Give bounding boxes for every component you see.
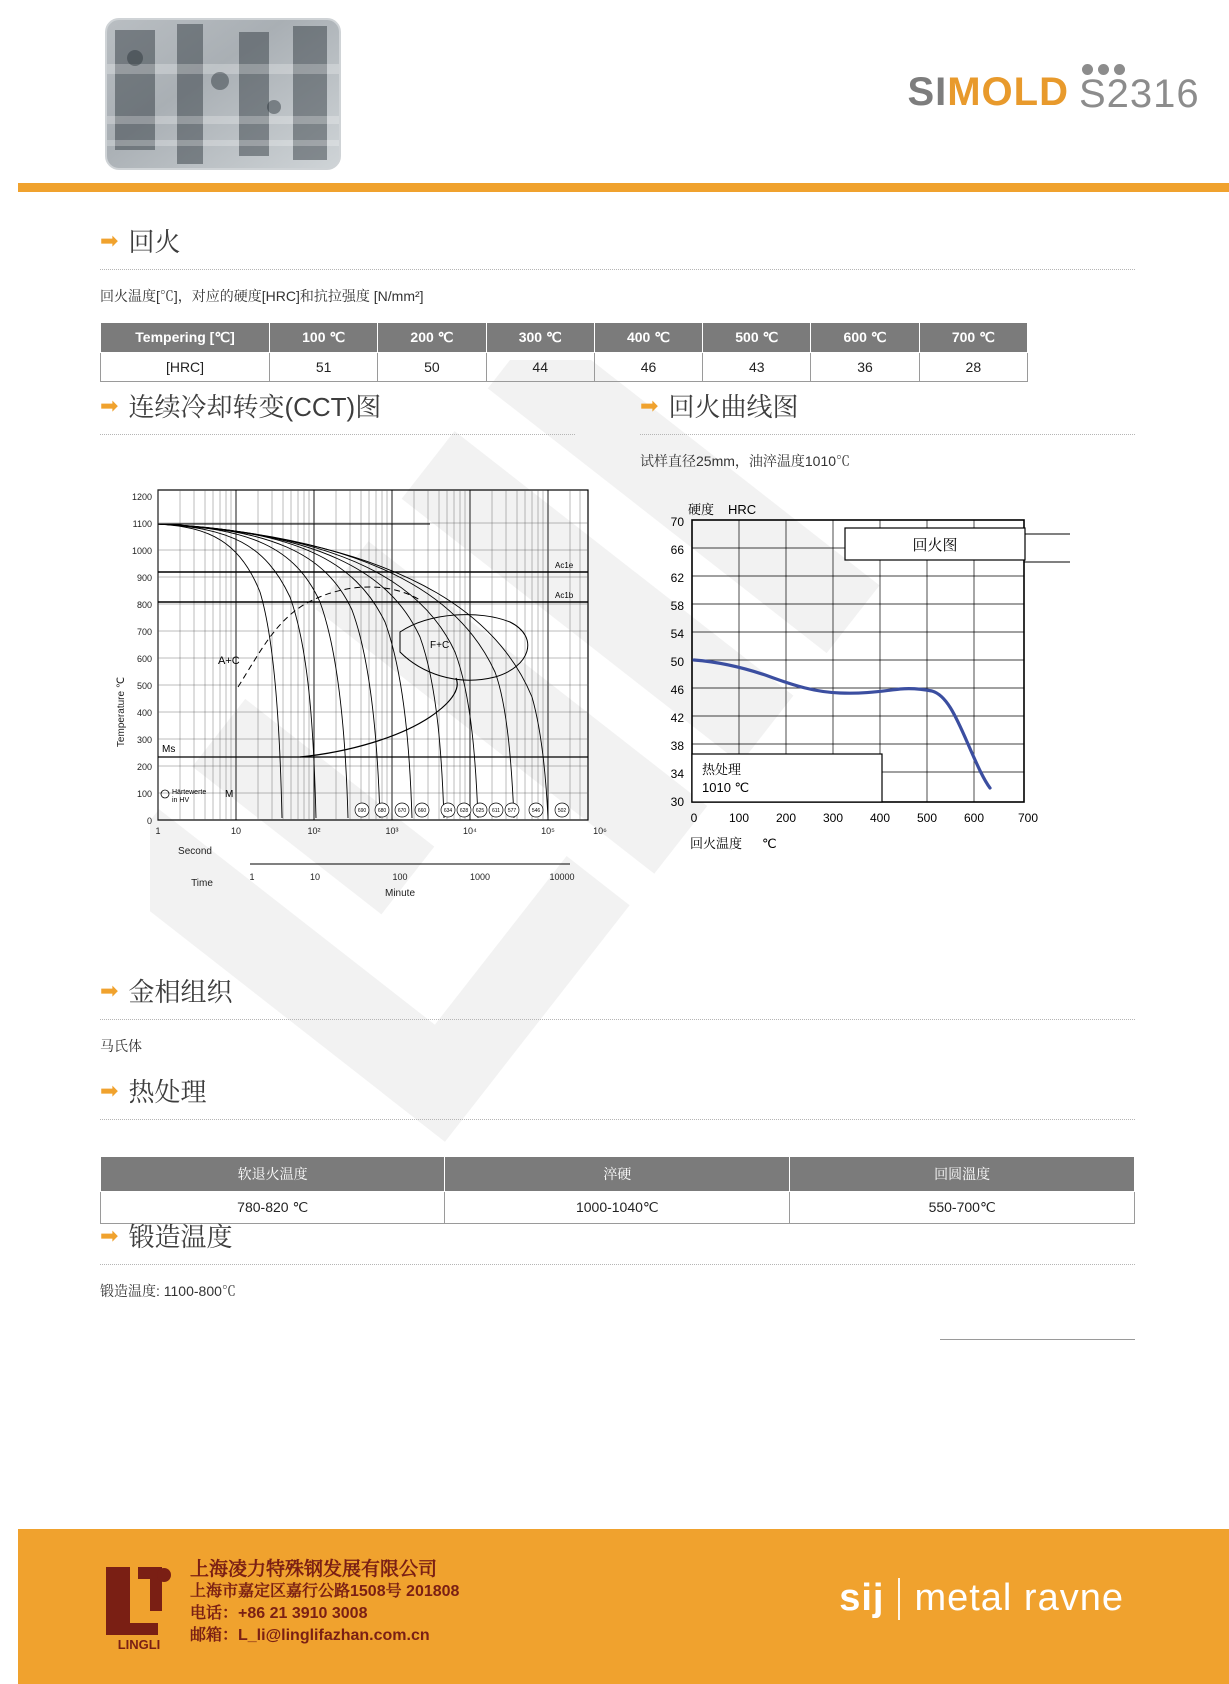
footer-accent-cap [0, 1529, 18, 1684]
col-header-7: 700 ℃ [919, 323, 1027, 353]
col-header-6: 600 ℃ [811, 323, 919, 353]
svg-text:800: 800 [136, 600, 152, 610]
section-heat-treatment-title: 热处理 [128, 1077, 207, 1107]
table-header-row [101, 1157, 1135, 1192]
svg-text:900: 900 [136, 573, 152, 583]
section-tempering-curve-title-row [640, 387, 1135, 424]
arrow-icon: ➡ [100, 1077, 119, 1103]
svg-text:42: 42 [670, 711, 684, 725]
section-forging [100, 1217, 1135, 1348]
svg-text:38: 38 [670, 739, 684, 753]
svg-text:1000: 1000 [469, 872, 491, 882]
section-cct-title: 连续冷却转变(CCT)图 [128, 392, 382, 422]
grade-label: S2316 [1079, 72, 1200, 116]
svg-text:700: 700 [1017, 811, 1039, 825]
svg-text:100: 100 [392, 872, 408, 882]
col-header-temper: 回圆溫度 [790, 1157, 1135, 1192]
svg-text:in HV: in HV [172, 797, 190, 804]
svg-text:Ac1e: Ac1e [555, 561, 574, 570]
footer-contact [190, 1559, 459, 1647]
svg-text:0: 0 [690, 811, 698, 825]
col-header-3: 300 ℃ [486, 323, 594, 353]
col-header-2: 200 ℃ [378, 323, 486, 353]
svg-text:502: 502 [557, 808, 567, 814]
svg-text:690: 690 [357, 808, 367, 814]
svg-text:500: 500 [916, 811, 938, 825]
svg-text:1: 1 [249, 872, 255, 882]
arrow-icon: ➡ [100, 392, 119, 418]
svg-text:100: 100 [728, 811, 750, 825]
cell-hrc-5: 36 [811, 353, 919, 382]
svg-text:30: 30 [670, 795, 684, 809]
brand-mold: MOLD [947, 70, 1069, 114]
svg-text:680: 680 [377, 808, 387, 814]
logo-divider [898, 1578, 900, 1620]
svg-text:热处理: 热处理 [702, 762, 742, 777]
svg-text:300: 300 [822, 811, 844, 825]
col-header-5: 500 ℃ [703, 323, 811, 353]
col-header-4: 400 ℃ [594, 323, 702, 353]
section-tempering-title: 回火 [128, 227, 181, 257]
arrow-icon: ➡ [100, 1222, 119, 1248]
section-tempering-curve-title: 回火曲线图 [668, 392, 799, 422]
tempering-subtitle: 回火温度[℃]，对应的硬度[HRC]和抗拉强度 [N/mm²] [100, 288, 424, 304]
sij-mark: sij [839, 1577, 885, 1619]
svg-text:577: 577 [507, 808, 517, 814]
cell-temper-value: 550-700℃ [790, 1192, 1135, 1224]
divider [100, 1019, 1135, 1020]
table-header-row [101, 323, 1028, 353]
arrow-icon: ➡ [100, 227, 119, 253]
svg-text:62: 62 [670, 571, 684, 585]
svg-text:HRC: HRC [728, 502, 757, 517]
section-cct [100, 387, 575, 435]
svg-text:1100: 1100 [132, 519, 152, 529]
svg-text:1200: 1200 [131, 492, 152, 502]
svg-text:700: 700 [136, 627, 152, 637]
svg-text:10000: 10000 [549, 872, 575, 882]
svg-text:Time: Time [191, 878, 213, 889]
svg-text:46: 46 [670, 683, 684, 697]
svg-text:54: 54 [670, 627, 684, 641]
microstructure-text: 马氏体 [100, 1038, 142, 1054]
cell-hrc-1: 50 [378, 353, 486, 382]
svg-text:10: 10 [309, 872, 321, 882]
col-header-0: Tempering [℃] [101, 323, 270, 353]
svg-text:300: 300 [136, 735, 152, 745]
section-tempering [100, 222, 1135, 382]
svg-text:70: 70 [670, 515, 684, 529]
header-accent-bar [0, 183, 1229, 192]
footer-address: 上海市嘉定区嘉行公路1508号 201808 [190, 1583, 460, 1600]
svg-text:回火温度: 回火温度 [690, 836, 743, 851]
footer-company: 上海凌力特殊钢发展有限公司 [190, 1559, 438, 1580]
cell-anneal-value: 780-820 ℃ [101, 1192, 445, 1224]
tempering-curve-chart [650, 492, 1120, 872]
svg-text:回火图: 回火图 [912, 537, 958, 554]
svg-text:℃: ℃ [762, 836, 777, 851]
svg-text:Temperature ℃: Temperature ℃ [116, 676, 127, 748]
svg-text:Ms: Ms [162, 744, 176, 755]
svg-text:Ac1b: Ac1b [555, 591, 574, 600]
tempering-table [100, 322, 1028, 382]
svg-text:10: 10 [230, 826, 242, 836]
cell-hrc-0: 51 [270, 353, 378, 382]
col-header-harden: 淬硬 [445, 1157, 790, 1192]
svg-text:34: 34 [670, 767, 684, 781]
svg-text:50: 50 [670, 655, 684, 669]
tempering-curve-subtitle: 试样直径25mm，油淬温度1010℃ [640, 453, 851, 469]
svg-text:628: 628 [459, 808, 469, 814]
svg-text:1010 ℃: 1010 ℃ [702, 780, 750, 795]
table-row [101, 353, 1028, 382]
svg-text:200: 200 [136, 762, 152, 772]
svg-text:M: M [225, 789, 234, 800]
header-accent-bar-cap [0, 183, 18, 192]
arrow-icon: ➡ [640, 392, 659, 418]
brand-wordmark [907, 70, 1069, 115]
svg-text:625: 625 [475, 808, 485, 814]
svg-text:611: 611 [492, 808, 500, 814]
cell-harden-value: 1000-1040℃ [445, 1192, 790, 1224]
svg-text:Härtewerte: Härtewerte [172, 789, 207, 796]
cell-hrc-2: 44 [486, 353, 594, 382]
section-heat-treatment-title-row [100, 1072, 1135, 1109]
brand-si: SI [907, 70, 948, 114]
row-label: [HRC] [101, 353, 270, 382]
svg-text:F+C: F+C [430, 640, 450, 651]
forging-text: 锻造温度: 1100-800℃ [100, 1283, 236, 1299]
section-microstructure-title: 金相组织 [128, 977, 233, 1007]
svg-text:硬度: 硬度 [688, 502, 715, 517]
divider [100, 434, 575, 435]
section-tempering-title-row [100, 222, 1135, 259]
cell-hrc-3: 46 [594, 353, 702, 382]
svg-text:600: 600 [136, 654, 152, 664]
footer-phone: 电话：+86 21 3910 3008 [190, 1605, 368, 1622]
svg-text:10³: 10³ [385, 826, 399, 836]
svg-text:10²: 10² [307, 826, 321, 836]
heat-treatment-table [100, 1156, 1135, 1224]
arrow-icon: ➡ [100, 977, 119, 1003]
svg-text:Minute: Minute [384, 888, 416, 899]
svg-text:100: 100 [136, 789, 152, 799]
svg-text:500: 500 [136, 681, 152, 691]
cct-chart [100, 482, 620, 922]
svg-text:10⁵: 10⁵ [541, 826, 555, 836]
svg-text:600: 600 [963, 811, 985, 825]
svg-text:10⁴: 10⁴ [463, 826, 477, 836]
footer-email[interactable]: 邮箱：L_li@linglifazhan.com.cn [190, 1627, 430, 1644]
svg-text:66: 66 [670, 543, 684, 557]
section-cct-title-row [100, 387, 575, 424]
svg-text:400: 400 [136, 708, 152, 718]
svg-text:0: 0 [146, 816, 152, 826]
svg-text:LINGLI: LINGLI [117, 1637, 161, 1651]
page-header [0, 0, 1229, 185]
svg-text:1: 1 [155, 826, 161, 836]
col-header-1: 100 ℃ [270, 323, 378, 353]
svg-text:660: 660 [417, 808, 427, 814]
section-forging-title-row [100, 1217, 1135, 1254]
section-forging-title: 锻造温度 [128, 1222, 233, 1252]
product-photo [105, 18, 341, 170]
svg-text:546: 546 [531, 808, 541, 814]
sij-metal-ravne-logo [839, 1577, 1124, 1620]
page-footer [0, 1529, 1229, 1684]
cell-hrc-6: 28 [919, 353, 1027, 382]
divider [100, 1119, 1135, 1120]
section-microstructure [100, 972, 1135, 1056]
section-heat-treatment [100, 1072, 1135, 1224]
divider [640, 434, 1135, 435]
section-tempering-curve [640, 387, 1135, 471]
svg-text:670: 670 [397, 808, 407, 814]
svg-text:10⁶: 10⁶ [593, 826, 607, 836]
svg-text:Second: Second [178, 846, 212, 857]
cell-hrc-4: 43 [703, 353, 811, 382]
footer-divider [940, 1339, 1135, 1340]
svg-text:400: 400 [869, 811, 891, 825]
svg-text:634: 634 [443, 808, 453, 814]
section-microstructure-title-row [100, 972, 1135, 1009]
divider [100, 269, 1135, 270]
svg-text:58: 58 [670, 599, 684, 613]
divider [100, 1264, 1135, 1265]
svg-text:200: 200 [775, 811, 797, 825]
svg-text:A+C: A+C [218, 655, 240, 667]
lingli-logo-icon [100, 1561, 178, 1651]
sij-text: metal ravne [914, 1577, 1124, 1619]
svg-text:1000: 1000 [131, 546, 152, 556]
col-header-anneal: 软退火温度 [101, 1157, 445, 1192]
